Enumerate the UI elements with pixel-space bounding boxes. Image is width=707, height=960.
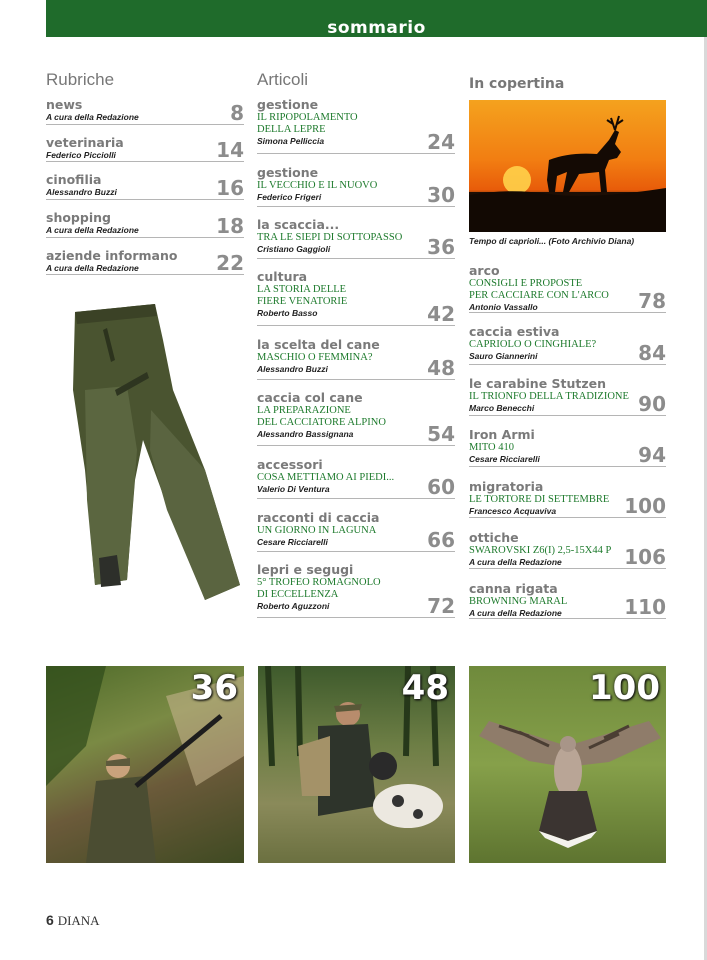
entry-page-number[interactable]: 18 [216, 214, 244, 238]
footer-page-number: 6 [46, 912, 54, 928]
photo-page-number: 36 [190, 668, 238, 708]
entry-author: Roberto Aguzzoni [257, 601, 330, 611]
articoli-heading: Articoli [257, 70, 309, 89]
entry-category: migratoria [469, 479, 544, 494]
entry-author: Roberto Basso [257, 308, 318, 318]
entry-author: A cura della Redazione [46, 225, 139, 235]
entry-author: Federico Picciolli [46, 150, 116, 160]
rubriche-entry [46, 173, 244, 200]
entry-author: Francesco Acquaviva [469, 506, 557, 516]
entry-category: shopping [46, 210, 111, 225]
entry-category: le carabine Stutzen [469, 376, 607, 391]
articoli-entry [257, 338, 455, 380]
footer-magazine-name: DIANA [57, 913, 100, 928]
entry-author: Alessandro Buzzi [46, 187, 117, 197]
photo-turtle-dove [469, 666, 666, 863]
roe-deer-silhouette-icon [469, 100, 666, 232]
entry-author: Sauro Giannerini [469, 351, 538, 361]
entry-title[interactable]: LE TORTORE DI SETTEMBRE [469, 494, 610, 505]
header-banner [46, 0, 707, 37]
entry-category: aziende informano [46, 248, 178, 263]
articoli-entry [257, 270, 455, 326]
entry-category: canna rigata [469, 581, 558, 596]
entry-page-number[interactable]: 22 [216, 251, 244, 275]
copertina_list-entry [469, 582, 666, 619]
entry-title[interactable]: BROWNING MARAL [469, 596, 568, 607]
rubriche-entry [46, 136, 244, 162]
cover-caption: Tempo di caprioli... (Foto Archivio Diana) [469, 236, 635, 246]
entry-author: A cura della Redazione [469, 557, 562, 567]
entry-title[interactable]: SWAROVSKI Z6(I) 2,5-15X44 P [469, 545, 612, 556]
entry-page-number[interactable]: 16 [216, 176, 244, 200]
entry-title[interactable]: CONSIGLI E PROPOSTE PER CACCIARE CON L'ARCO [469, 278, 609, 301]
copertina_list-entry [469, 428, 666, 467]
entry-category: cinofilia [46, 172, 102, 187]
entry-category: racconti di caccia [257, 510, 380, 525]
photo-page-number: 48 [401, 668, 449, 708]
entry-category: lepri e segugi [257, 562, 354, 577]
entry-author: Simona Pelliccia [257, 136, 325, 146]
banner-title: sommario [327, 18, 426, 38]
entry-page-number[interactable]: 24 [427, 130, 455, 154]
entry-author: Alessandro Bassignana [257, 429, 354, 439]
entry-page-number[interactable]: 60 [427, 475, 455, 499]
photo-hunter-forest [46, 666, 244, 863]
entry-title[interactable]: CAPRIOLO O CINGHIALE? [469, 339, 597, 350]
entry-author: Cristiano Gaggioli [257, 244, 331, 254]
copertina_list-entry [469, 377, 666, 416]
cover-photo [469, 100, 666, 232]
articoli-entry [257, 563, 455, 618]
entry-title[interactable]: LA STORIA DELLE FIERE VENATORIE [257, 284, 348, 307]
entry-page-number[interactable]: 110 [624, 595, 666, 619]
entry-title[interactable]: 5° TROFEO ROMAGNOLO DI ECCELLENZA [257, 577, 381, 600]
entry-author: Valerio Di Ventura [257, 484, 330, 494]
entry-title[interactable]: MASCHIO O FEMMINA? [257, 352, 373, 363]
entry-title[interactable]: UN GIORNO IN LAGUNA [257, 525, 377, 536]
entry-category: Iron Armi [469, 427, 535, 442]
copertina_list-entry [469, 325, 666, 365]
entry-page-number[interactable]: 36 [427, 235, 455, 259]
entry-title[interactable]: IL TRIONFO DELLA TRADIZIONE [469, 391, 629, 402]
entry-category: cultura [257, 269, 308, 284]
entry-category: caccia estiva [469, 324, 560, 339]
entry-page-number[interactable]: 72 [427, 594, 455, 618]
entry-page-number[interactable]: 54 [427, 422, 455, 446]
entry-page-number[interactable]: 66 [427, 528, 455, 552]
entry-author: Marco Benecchi [469, 403, 535, 413]
entry-category: caccia col cane [257, 390, 363, 405]
rubriche-entry [46, 211, 244, 238]
articoli-entry [257, 218, 455, 259]
copertina-heading: In copertina [469, 76, 565, 92]
entry-author: Alessandro Buzzi [257, 364, 328, 374]
entry-title[interactable]: IL VECCHIO E IL NUOVO [257, 180, 378, 191]
hunting-pants-icon [55, 300, 245, 620]
page-footer [46, 912, 100, 929]
photo-page-number: 100 [589, 668, 660, 708]
entry-category: arco [469, 263, 500, 278]
entry-title[interactable]: LA PREPARAZIONE DEL CACCIATORE ALPINO [257, 405, 386, 428]
entry-title[interactable]: IL RIPOPOLAMENTO DELLA LEPRE [257, 112, 358, 135]
articoli-entry [257, 511, 455, 552]
entry-author: Federico Frigeri [257, 192, 322, 202]
articoli-entry [257, 166, 455, 207]
entry-title[interactable]: MITO 410 [469, 442, 515, 453]
entry-page-number[interactable]: 94 [638, 443, 666, 467]
entry-page-number[interactable]: 106 [624, 545, 666, 569]
entry-page-number[interactable]: 30 [427, 183, 455, 207]
entry-category: la scaccia... [257, 217, 340, 232]
entry-author: Cesare Ricciarelli [469, 454, 540, 464]
entry-category: veterinaria [46, 135, 124, 150]
entry-page-number[interactable]: 90 [638, 392, 666, 416]
copertina_list-entry [469, 264, 666, 313]
entry-author: Antonio Vassallo [469, 302, 538, 312]
entry-page-number[interactable]: 42 [427, 302, 455, 326]
articoli-entry [257, 458, 455, 499]
entry-category: gestione [257, 165, 319, 180]
rubriche-entry [46, 249, 244, 275]
entry-author: Cesare Ricciarelli [257, 537, 328, 547]
entry-category: ottiche [469, 530, 519, 545]
copertina_list-entry [469, 531, 666, 569]
entry-category: accessori [257, 457, 323, 472]
entry-page-number[interactable]: 48 [427, 356, 455, 380]
entry-author: A cura della Redazione [46, 112, 139, 122]
entry-category: la scelta del cane [257, 337, 380, 352]
rubriche-entry [46, 98, 244, 125]
articoli-entry [257, 391, 455, 446]
rubriche-heading: Rubriche [46, 70, 115, 89]
entry-category: gestione [257, 97, 319, 112]
entry-author: A cura della Redazione [46, 263, 139, 273]
entry-title[interactable]: TRA LE SIEPI DI SOTTOPASSO [257, 232, 403, 243]
copertina_list-entry [469, 480, 666, 518]
entry-title[interactable]: COSA METTIAMO AI PIEDI... [257, 472, 395, 483]
entry-page-number[interactable]: 8 [230, 101, 244, 125]
articoli-entry [257, 98, 455, 154]
entry-author: A cura della Redazione [469, 608, 562, 618]
entry-page-number[interactable]: 14 [216, 138, 244, 162]
entry-page-number[interactable]: 84 [638, 341, 666, 365]
entry-page-number[interactable]: 100 [624, 494, 666, 518]
entry-page-number[interactable]: 78 [638, 289, 666, 313]
entry-category: news [46, 97, 83, 112]
photo-hunter-dog [258, 666, 455, 863]
